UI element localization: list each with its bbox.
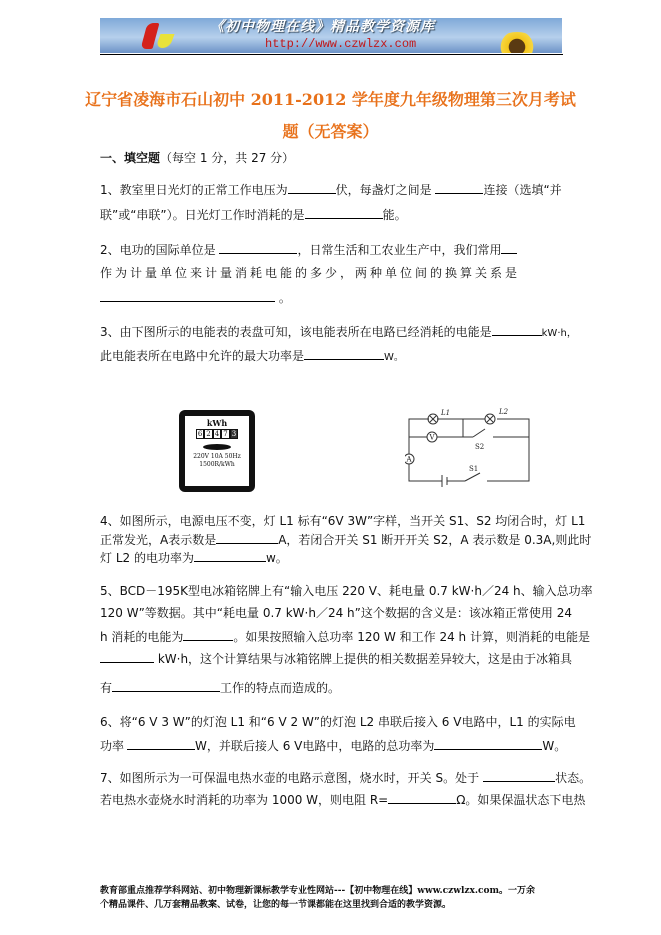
sunflower-icon: [495, 32, 539, 53]
label-a: A: [406, 455, 412, 464]
section-note: （每空 1 分，共 27 分）: [160, 151, 295, 165]
electricity-meter-figure: [179, 410, 255, 492]
q5-text: 。如果按照输入总功率 120 W 和工作 24 h 计算，则消耗的电能是: [233, 630, 590, 644]
document-title: 辽宁省凌海市石山初中 2011-2012 学年度九年级物理第三次月考试: [85, 90, 576, 109]
label-s2: S2: [475, 443, 485, 451]
meter-digit: 7: [223, 430, 228, 438]
q6-text: 功率: [100, 739, 125, 753]
section-title: 一、填空题: [100, 151, 161, 165]
q7-text: Ω。如果保温状态下电热: [456, 793, 586, 807]
answer-blank[interactable]: [304, 347, 384, 360]
q4-text: w。: [265, 551, 288, 565]
question-5: 5、BCD－195K型电冰箱铭牌上有“输入电压 220 V、耗电量 0.7 kW·h／24 h、输入总功率: [100, 584, 593, 598]
q1-text: 伏，每盏灯之间是: [335, 183, 436, 197]
question-1-cont: [100, 206, 570, 223]
question-7: [100, 769, 592, 786]
banner-divider: [100, 54, 563, 55]
meter-digit: 6: [197, 430, 203, 438]
meter-disc-icon: [203, 444, 231, 450]
meter-unit: kWh: [206, 418, 228, 428]
q4-text: A，若闭合开关 S1 断开开关 S2，A 表示数是 0.3A,则此时: [278, 533, 592, 547]
q3-text: 此电能表所在电路中允许的最大功率是: [100, 349, 305, 363]
q5-text: kW·h，这个计算结果与冰箱铭牌上提供的相关数据差异较大，这是由于冰箱具: [154, 652, 573, 666]
q4-text: 正常发光，A表示数是: [100, 533, 217, 547]
q1-text: 联”或“串联”）。日光灯工作时消耗的是: [100, 208, 305, 222]
answer-blank[interactable]: [100, 289, 275, 302]
question-5-cont4: [100, 679, 570, 696]
meter-rating: 220V 10A 50Hz: [193, 453, 241, 460]
question-5-cont2: [100, 628, 590, 645]
q2-text: 2、电功的国际单位是: [100, 243, 220, 257]
q6-text: W，并联后接人 6 V电路中，电路的总功率为: [195, 739, 435, 753]
label-l1: L1: [441, 409, 451, 417]
question-4: 4、如图所示，电源电压不变，灯 L1 标有“6V 3W”字样，当开关 S1、S2 均闭合时，灯 L1: [100, 514, 586, 528]
q3-text: 3、由下图所示的电能表的表盘可知，该电能表所在电路已经消耗的电能是: [100, 325, 492, 339]
q5-text: 工作的特点而造成的。: [220, 681, 341, 695]
meter-digit: 4: [214, 430, 220, 438]
label-l2: L2: [499, 408, 509, 416]
question-1: [100, 181, 570, 198]
q7-text: 7、如图所示为一可保温电热水壶的电路示意图，烧水时，开关 S。处于: [100, 771, 480, 785]
q3-text: W。: [384, 352, 404, 363]
answer-blank[interactable]: [216, 531, 278, 544]
answer-blank[interactable]: [483, 769, 555, 782]
banner-title: 《初中物理在线》精品教学资源库: [210, 19, 435, 35]
question-7-cont: [100, 791, 586, 808]
meter-digit: 3: [231, 430, 237, 438]
answer-blank[interactable]: [288, 181, 336, 194]
answer-blank[interactable]: [112, 679, 220, 692]
meter-digit: 2: [206, 430, 211, 438]
q6-text: W。: [542, 739, 567, 753]
question-4-cont2: [100, 549, 570, 566]
question-6-cont: [100, 737, 570, 754]
answer-blank[interactable]: [100, 650, 154, 663]
circuit-diagram: [405, 405, 545, 495]
q7-text: 状态。: [555, 771, 592, 785]
logo-icon-accent: [155, 34, 174, 48]
banner-url[interactable]: http://www.czwlzx.com: [265, 37, 417, 51]
document-title-line2: 题（无答案）: [282, 122, 379, 141]
q2-text: ，日常生活和工农业生产中，我们常用: [297, 243, 502, 257]
q3-text: kW·h，: [541, 328, 577, 339]
answer-blank[interactable]: [219, 241, 297, 254]
question-5-cont: 120 W”等数据。其中“耗电量 0.7 kW·h／24 h”这个数据的含义是：该冰箱正常使用 24: [100, 606, 572, 620]
question-2-cont2: [100, 289, 570, 306]
question-2-cont: 作为计量单位来计量消耗电能的多少，两种单位间的换算关系是: [100, 266, 521, 280]
answer-blank[interactable]: [194, 549, 266, 562]
question-4-cont: [100, 531, 592, 548]
question-6: 6、将“6 V 3 W”的灯泡 L1 和“6 V 2 W”的灯泡 L2 串联后接入 6 V电路中，L1 的实际电: [100, 715, 576, 729]
question-5-cont3: [100, 650, 573, 667]
q1-text: 连接（选填“并: [483, 183, 562, 197]
q4-text: 灯 L2 的电功率为: [100, 551, 194, 565]
answer-blank[interactable]: [501, 241, 517, 254]
answer-blank[interactable]: [183, 628, 233, 641]
question-3-cont: [100, 347, 570, 366]
footer-line-1: 教育部重点推荐学科网站、初中物理新课标教学专业性网站---【初中物理在线】www.czwlzx.com。一万余: [100, 886, 536, 896]
q2-text: 。: [275, 291, 291, 305]
meter-digits: [186, 430, 248, 439]
answer-blank[interactable]: [434, 737, 542, 750]
answer-blank[interactable]: [492, 323, 542, 336]
q1-text: 能。: [382, 208, 407, 222]
question-2: [100, 241, 570, 258]
section-heading: [100, 150, 570, 166]
q7-text: 若电热水壶烧水时消耗的功率为 1000 W，则电阻 R=: [100, 793, 389, 807]
site-banner[interactable]: [100, 18, 562, 53]
q1-text: 1、教室里日光灯的正常工作电压为: [100, 183, 288, 197]
label-s1: S1: [469, 465, 479, 473]
label-v: V: [429, 433, 435, 442]
footer-line-2: 个精品课件、几万套精品教案、试卷，让您的每一节课都能在这里找到合适的教学资源。: [100, 900, 452, 910]
q5-text: h 消耗的电能为: [100, 630, 184, 644]
answer-blank[interactable]: [127, 737, 195, 750]
answer-blank[interactable]: [435, 181, 483, 194]
meter-revolutions: 1500R/kWh: [199, 461, 235, 468]
question-3: [100, 323, 577, 342]
answer-blank[interactable]: [305, 206, 383, 219]
q5-text: 有: [100, 681, 113, 695]
answer-blank[interactable]: [388, 791, 456, 804]
